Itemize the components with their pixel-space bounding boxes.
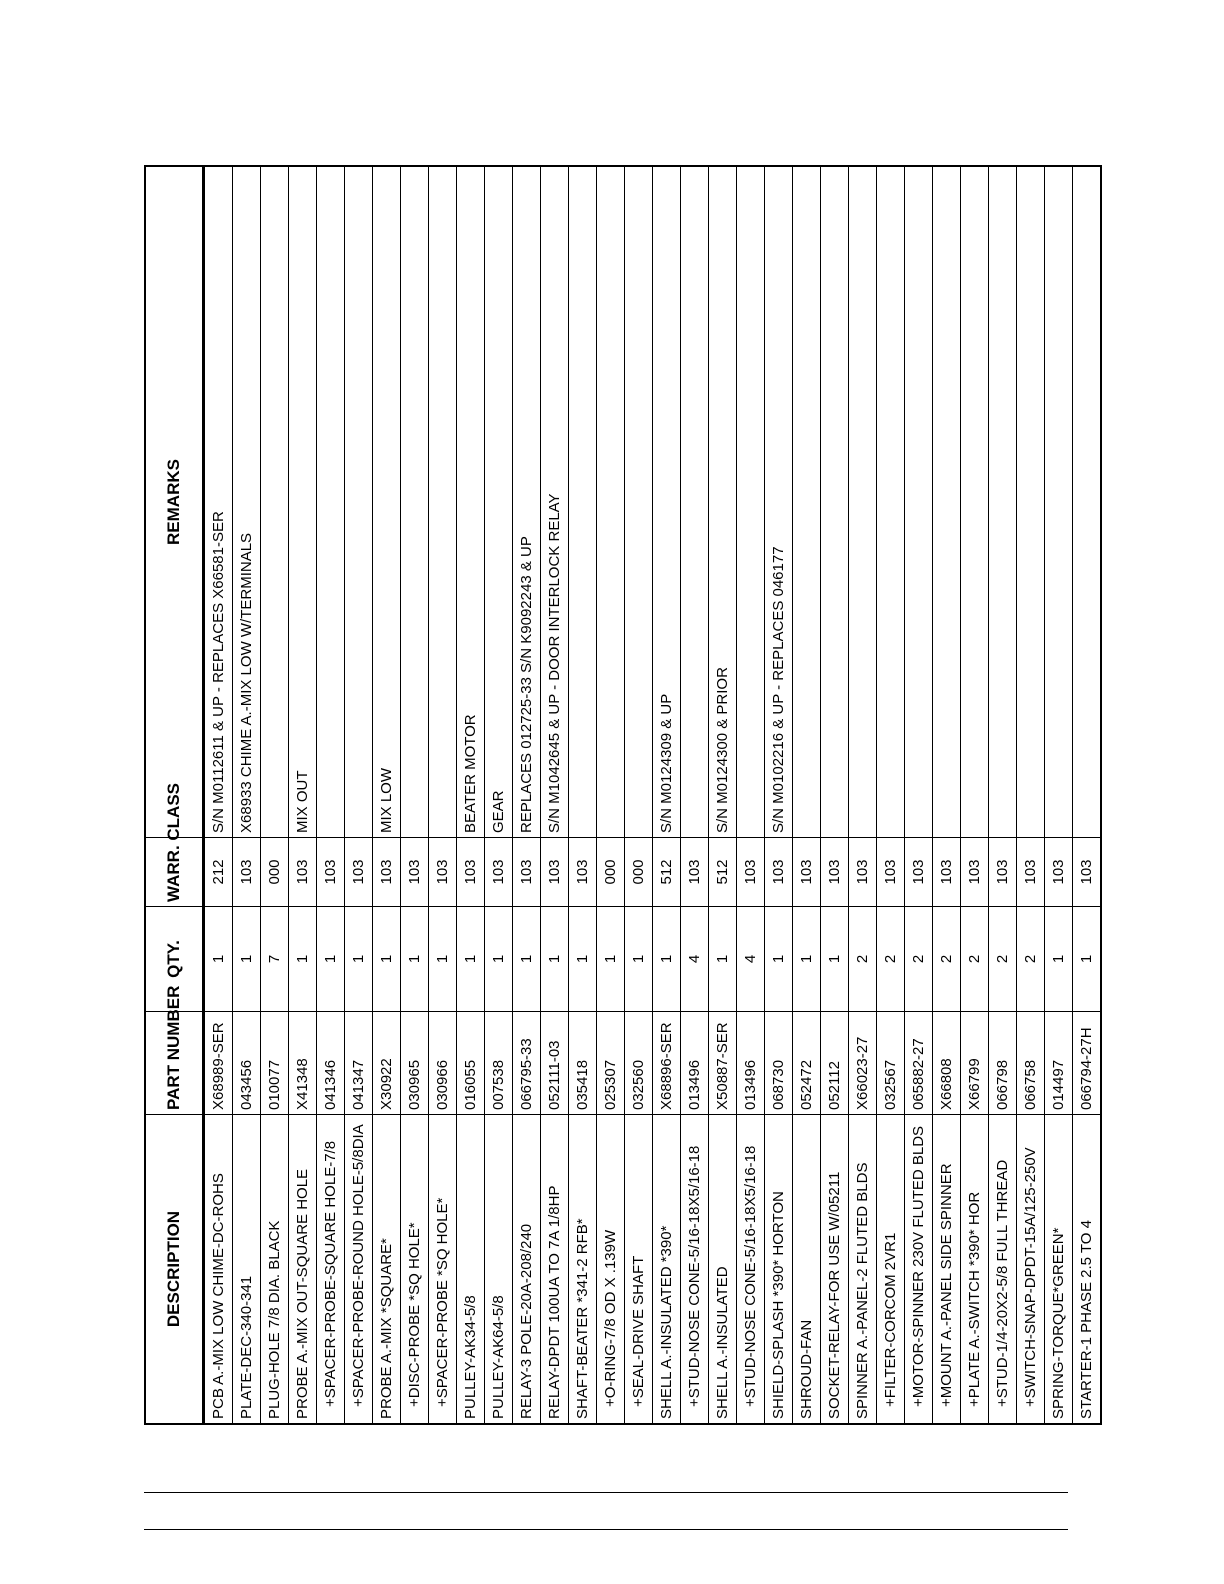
cell-part-number: 025307 [597, 1012, 625, 1115]
table-row [709, 166, 737, 1424]
cell-part-number: 043456 [233, 1012, 261, 1115]
cell-part-number: 014497 [1045, 1012, 1073, 1115]
table-row [541, 166, 569, 1424]
parts-table [144, 165, 1102, 1425]
table-row [737, 166, 765, 1424]
table-row [429, 166, 457, 1424]
table-body [204, 166, 1102, 1424]
cell-remarks [961, 166, 989, 838]
cell-warr-class: 103 [849, 838, 877, 907]
cell-description: +SPACER-PROBE-ROUND HOLE-5/8DIA [345, 1115, 373, 1425]
table-row [849, 166, 877, 1424]
cell-part-number: X66799 [961, 1012, 989, 1115]
table-row [765, 166, 793, 1424]
cell-warr-class: 103 [401, 838, 429, 907]
cell-warr-class: 103 [737, 838, 765, 907]
table-row [261, 166, 289, 1424]
cell-description: PCB A.-MIX LOW CHIME-DC-ROHS [204, 1115, 233, 1425]
cell-qty: 2 [933, 907, 961, 1012]
cell-remarks: S/N M0124300 & PRIOR [709, 166, 737, 838]
cell-qty: 1 [597, 907, 625, 1012]
cell-part-number: 041347 [345, 1012, 373, 1115]
cell-qty: 1 [821, 907, 849, 1012]
parts-list-page [144, 165, 1095, 1425]
cell-description: +SWITCH-SNAP-DPDT-15A/125-250V [1017, 1115, 1045, 1425]
cell-description: +STUD-NOSE CONE-5/16-18X5/16-18 [681, 1115, 709, 1425]
cell-description: +STUD-NOSE CONE-5/16-18X5/16-18 [737, 1115, 765, 1425]
cell-qty: 1 [289, 907, 317, 1012]
cell-warr-class: 103 [989, 838, 1017, 907]
cell-qty: 1 [429, 907, 457, 1012]
cell-qty: 2 [849, 907, 877, 1012]
cell-qty: 1 [204, 907, 233, 1012]
cell-warr-class: 103 [1073, 838, 1102, 907]
table-row [1017, 166, 1045, 1424]
cell-description: SPINNER A.-PANEL-2 FLUTED BLDS [849, 1115, 877, 1425]
cell-qty: 1 [233, 907, 261, 1012]
table-row [204, 166, 233, 1424]
cell-qty: 1 [793, 907, 821, 1012]
cell-qty: 1 [653, 907, 681, 1012]
cell-qty: 1 [317, 907, 345, 1012]
table-row [653, 166, 681, 1424]
cell-warr-class: 000 [625, 838, 653, 907]
cell-part-number: 035418 [569, 1012, 597, 1115]
cell-remarks [569, 166, 597, 838]
cell-description: RELAY-DPDT 100UA TO 7A 1/8HP [541, 1115, 569, 1425]
table-row [597, 166, 625, 1424]
cell-description: RELAY-3 POLE-20A-208/240 [513, 1115, 541, 1425]
cell-description: SOCKET-RELAY-FOR USE W/05211 [821, 1115, 849, 1425]
cell-remarks [737, 166, 765, 838]
cell-remarks: S/N M0124309 & UP [653, 166, 681, 838]
cell-description: +MOUNT A.-PANEL SIDE SPINNER [933, 1115, 961, 1425]
cell-remarks [261, 166, 289, 838]
cell-qty: 2 [961, 907, 989, 1012]
cell-description: SPRING-TORQUE*GREEN* [1045, 1115, 1073, 1425]
cell-remarks [1017, 166, 1045, 838]
cell-description: SHAFT-BEATER *341-2 RFB* [569, 1115, 597, 1425]
cell-warr-class: 103 [317, 838, 345, 907]
table-row [793, 166, 821, 1424]
cell-part-number: 052111-03 [541, 1012, 569, 1115]
cell-description: PULLEY-AK64-5/8 [485, 1115, 513, 1425]
cell-part-number: 030966 [429, 1012, 457, 1115]
cell-qty: 1 [625, 907, 653, 1012]
cell-remarks [597, 166, 625, 838]
cell-warr-class: 103 [513, 838, 541, 907]
cell-remarks [429, 166, 457, 838]
cell-remarks [989, 166, 1017, 838]
cell-remarks [681, 166, 709, 838]
table-header-row [145, 166, 204, 1424]
cell-part-number: X41348 [289, 1012, 317, 1115]
cell-description: PULLEY-AK34-5/8 [457, 1115, 485, 1425]
cell-qty: 2 [905, 907, 933, 1012]
cell-description: STARTER-1 PHASE 2.5 TO 4 [1073, 1115, 1102, 1425]
table-row [1073, 166, 1102, 1424]
table-row [821, 166, 849, 1424]
table-row [625, 166, 653, 1424]
cell-qty: 2 [1017, 907, 1045, 1012]
cell-description: +SPACER-PROBE-SQUARE HOLE-7/8 [317, 1115, 345, 1425]
cell-remarks [401, 166, 429, 838]
cell-warr-class: 512 [709, 838, 737, 907]
cell-warr-class: 103 [233, 838, 261, 907]
header-description: DESCRIPTION [145, 1115, 204, 1425]
cell-part-number: 066798 [989, 1012, 1017, 1115]
rotated-table-container [144, 165, 1095, 1425]
footer-rule-bottom [144, 1529, 1068, 1530]
cell-description: +FILTER-CORCOM 2VR1 [877, 1115, 905, 1425]
cell-warr-class: 103 [933, 838, 961, 907]
cell-description: PROBE A.-MIX OUT-SQUARE HOLE [289, 1115, 317, 1425]
cell-description: +SEAL-DRIVE SHAFT [625, 1115, 653, 1425]
cell-warr-class: 103 [373, 838, 401, 907]
footer-rule-top [144, 1492, 1068, 1493]
cell-part-number: 032560 [625, 1012, 653, 1115]
table-row [681, 166, 709, 1424]
cell-description: PLUG-HOLE 7/8 DIA. BLACK [261, 1115, 289, 1425]
cell-description: +MOTOR-SPINNER 230V FLUTED BLDS [905, 1115, 933, 1425]
cell-part-number: 052112 [821, 1012, 849, 1115]
header-remarks: REMARKS [145, 166, 204, 838]
cell-qty: 4 [737, 907, 765, 1012]
cell-description: +PLATE A.-SWITCH *390* HOR [961, 1115, 989, 1425]
cell-qty: 1 [373, 907, 401, 1012]
cell-remarks: S/N M0102216 & UP - REPLACES 046177 [765, 166, 793, 838]
cell-warr-class: 103 [877, 838, 905, 907]
cell-remarks: GEAR [485, 166, 513, 838]
cell-remarks [1073, 166, 1102, 838]
table-row [961, 166, 989, 1424]
cell-warr-class: 103 [485, 838, 513, 907]
cell-remarks: MIX LOW [373, 166, 401, 838]
table-row [877, 166, 905, 1424]
cell-description: PLATE-DEC-340-341 [233, 1115, 261, 1425]
cell-qty: 1 [401, 907, 429, 1012]
table-row [989, 166, 1017, 1424]
cell-part-number: 007538 [485, 1012, 513, 1115]
table-row [401, 166, 429, 1424]
table-row [513, 166, 541, 1424]
table-row [569, 166, 597, 1424]
cell-remarks [877, 166, 905, 838]
cell-qty: 1 [765, 907, 793, 1012]
cell-warr-class: 103 [961, 838, 989, 907]
cell-remarks [625, 166, 653, 838]
cell-part-number: 066794-27H [1073, 1012, 1102, 1115]
cell-qty: 1 [457, 907, 485, 1012]
cell-warr-class: 103 [765, 838, 793, 907]
cell-warr-class: 212 [204, 838, 233, 907]
cell-remarks: X68933 CHIME A.-MIX LOW W/TERMINALS [233, 166, 261, 838]
cell-description: SHELL A.-INSULATED [709, 1115, 737, 1425]
cell-part-number: 016055 [457, 1012, 485, 1115]
cell-warr-class: 103 [345, 838, 373, 907]
cell-warr-class: 103 [289, 838, 317, 907]
cell-remarks [317, 166, 345, 838]
table-row [933, 166, 961, 1424]
header-warr-class: WARR. CLASS [145, 838, 204, 907]
cell-part-number: 013496 [681, 1012, 709, 1115]
table-row [905, 166, 933, 1424]
cell-description: SHROUD-FAN [793, 1115, 821, 1425]
cell-description: +SPACER-PROBE *SQ HOLE* [429, 1115, 457, 1425]
cell-qty: 1 [485, 907, 513, 1012]
cell-warr-class: 103 [681, 838, 709, 907]
cell-remarks: MIX OUT [289, 166, 317, 838]
cell-description: SHELL A.-INSULATED *390* [653, 1115, 681, 1425]
cell-qty: 1 [541, 907, 569, 1012]
cell-remarks [1045, 166, 1073, 838]
cell-part-number: 065882-27 [905, 1012, 933, 1115]
cell-warr-class: 103 [905, 838, 933, 907]
cell-warr-class: 103 [793, 838, 821, 907]
cell-description: +STUD-1/4-20X2-5/8 FULL THREAD [989, 1115, 1017, 1425]
cell-remarks: REPLACES 012725-33 S/N K9092243 & UP [513, 166, 541, 838]
cell-part-number: X66023-27 [849, 1012, 877, 1115]
cell-warr-class: 103 [569, 838, 597, 907]
cell-warr-class: 000 [261, 838, 289, 907]
cell-warr-class: 000 [597, 838, 625, 907]
cell-part-number: X68989-SER [204, 1012, 233, 1115]
table-row [485, 166, 513, 1424]
cell-part-number: 066795-33 [513, 1012, 541, 1115]
cell-qty: 1 [513, 907, 541, 1012]
cell-warr-class: 103 [541, 838, 569, 907]
cell-qty: 1 [1073, 907, 1102, 1012]
cell-part-number: 052472 [793, 1012, 821, 1115]
table-row [289, 166, 317, 1424]
cell-qty: 2 [989, 907, 1017, 1012]
cell-remarks [793, 166, 821, 838]
table-row [317, 166, 345, 1424]
cell-warr-class: 103 [1045, 838, 1073, 907]
cell-part-number: X30922 [373, 1012, 401, 1115]
cell-warr-class: 512 [653, 838, 681, 907]
cell-remarks [933, 166, 961, 838]
cell-warr-class: 103 [429, 838, 457, 907]
table-row [1045, 166, 1073, 1424]
cell-part-number: 068730 [765, 1012, 793, 1115]
cell-qty: 1 [345, 907, 373, 1012]
header-qty: QTY. [145, 907, 204, 1012]
cell-part-number: X68896-SER [653, 1012, 681, 1115]
cell-remarks: S/N M1042645 & UP - DOOR INTERLOCK RELAY [541, 166, 569, 838]
cell-part-number: X66808 [933, 1012, 961, 1115]
cell-part-number: 013496 [737, 1012, 765, 1115]
cell-qty: 7 [261, 907, 289, 1012]
cell-remarks [821, 166, 849, 838]
cell-part-number: 066758 [1017, 1012, 1045, 1115]
table-row [457, 166, 485, 1424]
cell-warr-class: 103 [457, 838, 485, 907]
cell-part-number: 030965 [401, 1012, 429, 1115]
cell-part-number: 041346 [317, 1012, 345, 1115]
table-row [233, 166, 261, 1424]
cell-description: +DISC-PROBE *SQ HOLE* [401, 1115, 429, 1425]
cell-qty: 1 [569, 907, 597, 1012]
cell-remarks [345, 166, 373, 838]
header-part-number: PART NUMBER [145, 1012, 204, 1115]
cell-remarks: S/N M0112611 & UP - REPLACES X66581-SER [204, 166, 233, 838]
cell-qty: 2 [877, 907, 905, 1012]
table-row [373, 166, 401, 1424]
cell-remarks: BEATER MOTOR [457, 166, 485, 838]
table-row [345, 166, 373, 1424]
cell-part-number: 010077 [261, 1012, 289, 1115]
cell-warr-class: 103 [821, 838, 849, 907]
cell-remarks [849, 166, 877, 838]
cell-part-number: X50887-SER [709, 1012, 737, 1115]
cell-warr-class: 103 [1017, 838, 1045, 907]
cell-part-number: 032567 [877, 1012, 905, 1115]
cell-qty: 1 [1045, 907, 1073, 1012]
cell-qty: 1 [709, 907, 737, 1012]
cell-remarks [905, 166, 933, 838]
cell-description: PROBE A.-MIX *SQUARE* [373, 1115, 401, 1425]
cell-qty: 4 [681, 907, 709, 1012]
cell-description: +O-RING-7/8 OD X .139W [597, 1115, 625, 1425]
cell-description: SHIELD-SPLASH *390* HORTON [765, 1115, 793, 1425]
